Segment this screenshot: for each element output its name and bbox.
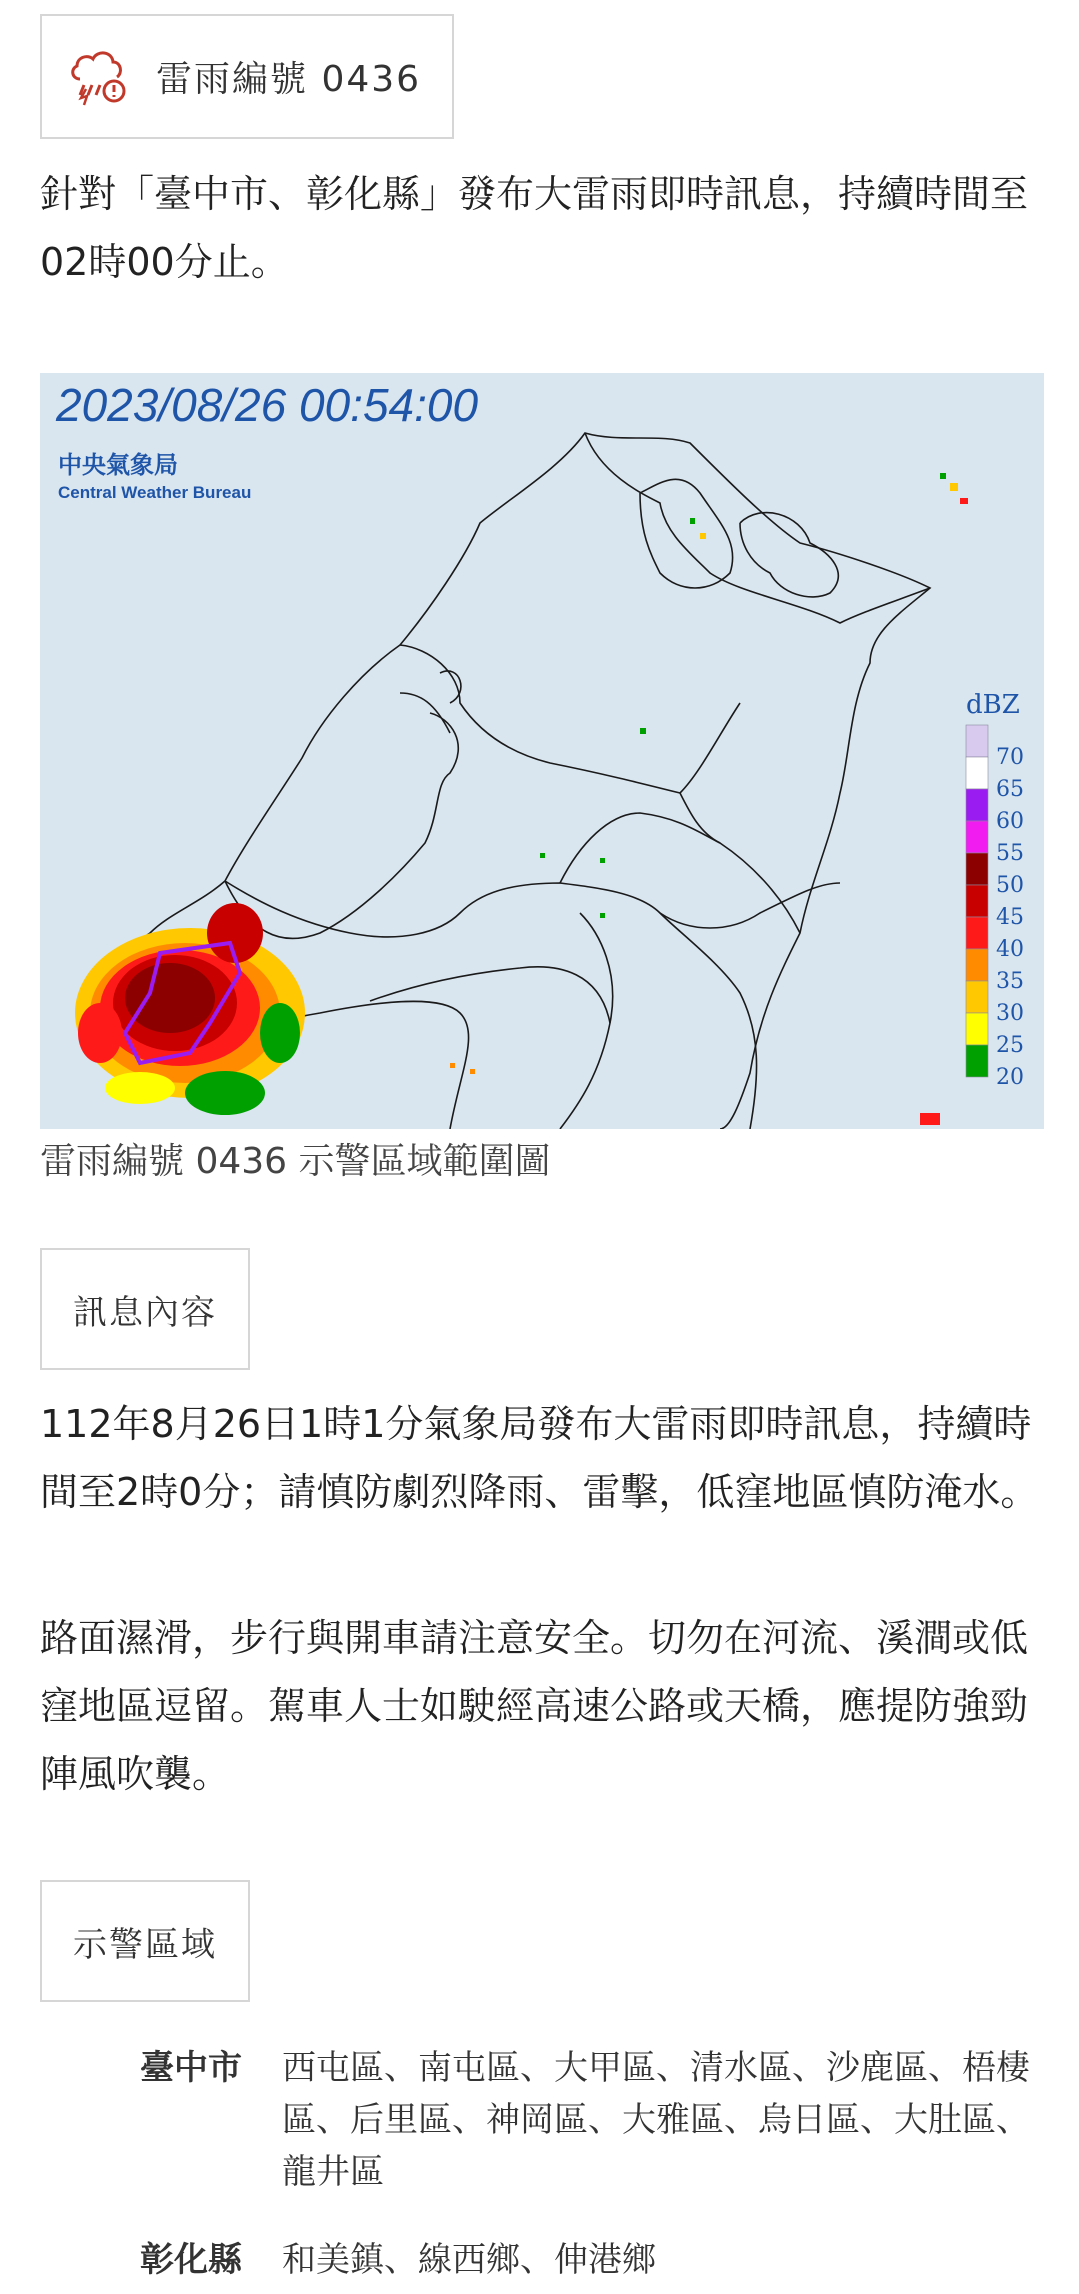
legend-label: 40 xyxy=(996,937,1024,962)
message-paragraph-2: 路面濕滑，步行與開車請注意安全。切勿在河流、溪澗或低窪地區逗留。駕車人士如駛經高速公路或天橋，應提防強勁陣風吹襲。 xyxy=(40,1616,1029,1796)
legend-swatch xyxy=(966,789,988,821)
legend-swatch xyxy=(966,1045,988,1077)
map-agency-en: Central Weather Bureau xyxy=(58,483,252,502)
warning-title: 雷雨編號 0436 xyxy=(156,59,422,100)
legend-label: 25 xyxy=(996,1033,1024,1058)
map-timestamp: 2023/08/26 00:54:00 xyxy=(56,379,479,431)
county-name: 彰化縣 xyxy=(140,2240,242,2280)
message-paragraph-1: 112年8月26日1時1分氣象局發布大雷雨即時訊息，持續時間至2時0分；請慎防劇烈降雨、雷擊，低窪地區慎防淹水。 xyxy=(40,1402,1039,1514)
legend-label: 65 xyxy=(996,777,1024,802)
district-list: 西屯區、南屯區、大甲區、清水區、沙鹿區、梧棲區、后里區、神岡區、大雅區、烏日區、大肚區、龍井區 xyxy=(282,2048,1030,2192)
district-list: 和美鎮、線西鄉、伸港鄉 xyxy=(282,2240,656,2280)
legend-label: 60 xyxy=(996,809,1024,834)
map-agency-zh: 中央氣象局 xyxy=(58,451,178,479)
legend-swatch xyxy=(966,885,988,917)
legend-swatch xyxy=(966,1013,988,1045)
legend-label: 50 xyxy=(996,873,1024,898)
legend-label: 55 xyxy=(996,841,1024,866)
section-title-area: 示警區域 xyxy=(40,1880,250,2002)
legend-swatch xyxy=(966,981,988,1013)
map-caption: 雷雨編號 0436 示警區域範圍圖 xyxy=(40,1141,551,1182)
legend-swatch xyxy=(966,725,988,757)
area-row-changhua xyxy=(140,2234,1040,2286)
legend-label: 45 xyxy=(996,905,1024,930)
legend-swatch xyxy=(966,821,988,853)
radar-echoes xyxy=(75,473,968,1125)
thunderstorm-alert-icon xyxy=(68,45,128,109)
legend-swatch xyxy=(966,757,988,789)
area-row-taichung xyxy=(140,2042,1040,2198)
legend-label: 30 xyxy=(996,1001,1024,1026)
dbz-legend xyxy=(966,725,1024,1090)
intro-text: 針對「臺中市、彰化縣」發布大雷雨即時訊息，持續時間至02時00分止。 xyxy=(40,172,1029,284)
legend-swatch xyxy=(966,917,988,949)
radar-map xyxy=(40,373,1044,1129)
section-title-content: 訊息內容 xyxy=(40,1248,250,1370)
legend-unit: dBZ xyxy=(966,690,1020,720)
legend-swatch xyxy=(966,949,988,981)
warning-header xyxy=(40,14,454,139)
legend-label: 20 xyxy=(996,1065,1024,1090)
county-name: 臺中市 xyxy=(140,2048,242,2088)
legend-label: 35 xyxy=(996,969,1024,994)
legend-label: 70 xyxy=(996,745,1024,770)
legend-swatch xyxy=(966,853,988,885)
